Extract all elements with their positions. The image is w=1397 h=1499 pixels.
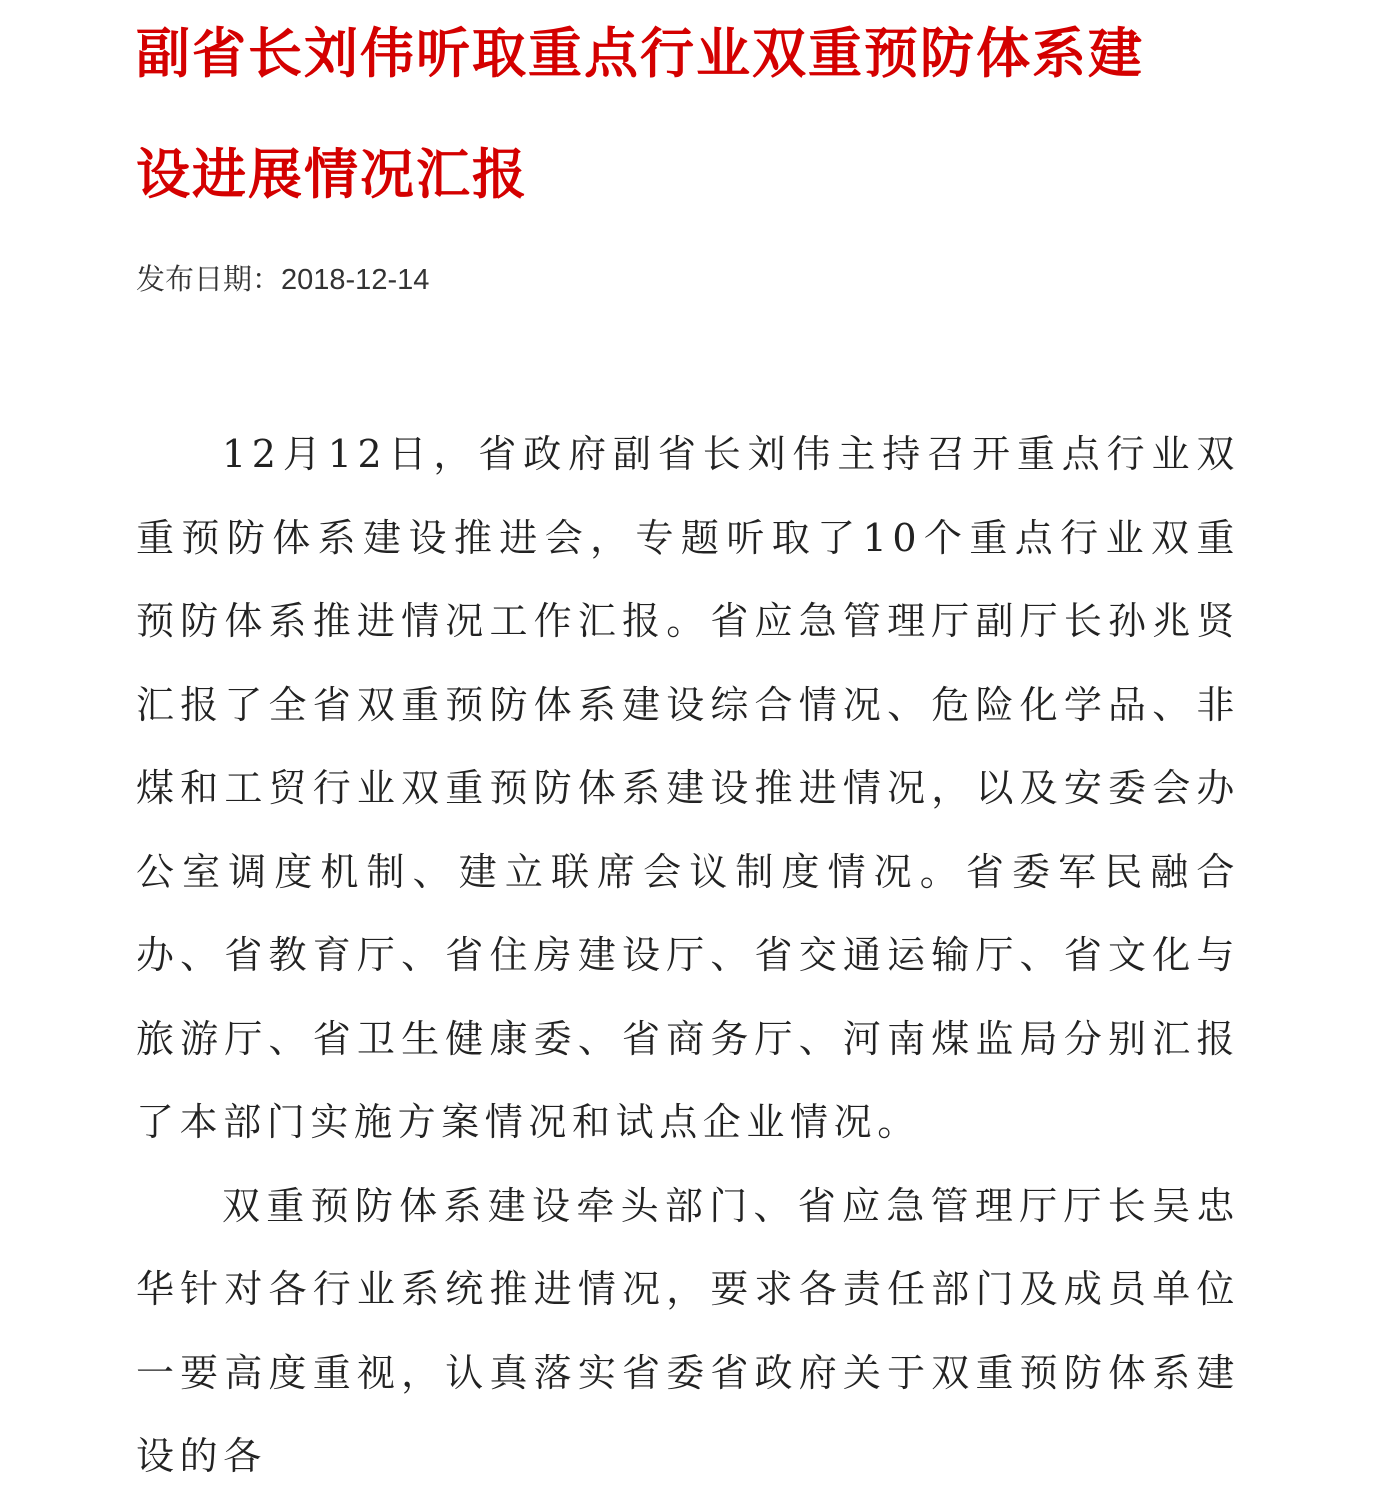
paragraph: 12月12日，省政府副省长刘伟主持召开重点行业双重预防体系建设推进会，专题听取了10个重点行业双重预防体系推进情况工作汇报。省应急管理厅副厅长孙兆贤汇报了全省双重预防体系建设综合情况、危险化学品、非煤和工贸行业双重预防体系建设推进情况，以及安委会办公室调度机制、建立联席会议制度情况。省委军民融合办、省教育厅、省住房建设厅、省交通运输厅、省文化与旅游厅、省卫生健康委、省商务厅、河南煤监局分别汇报了本部门实施方案情况和试点企业情况。 — [136, 432, 1240, 1144]
publish-date — [136, 262, 429, 298]
paragraph: 双重预防体系建设牵头部门、省应急管理厅厅长吴忠华针对各行业系统推进情况，要求各责任部门及成员单位一要高度重视，认真落实省委省政府关于双重预防体系建设的各 — [136, 1183, 1240, 1478]
article-title — [136, 0, 1240, 264]
article-body — [136, 413, 1240, 1499]
publish-date-value: 2018-12-14 — [281, 264, 430, 296]
publish-date-label: 发布日期： — [136, 264, 282, 296]
article — [136, 0, 1240, 1478]
article-title-line-1: 副省长刘伟听取重点行业双重预防体系建 — [136, 22, 1144, 85]
article-title-line-2: 设进展情况汇报 — [136, 143, 528, 206]
